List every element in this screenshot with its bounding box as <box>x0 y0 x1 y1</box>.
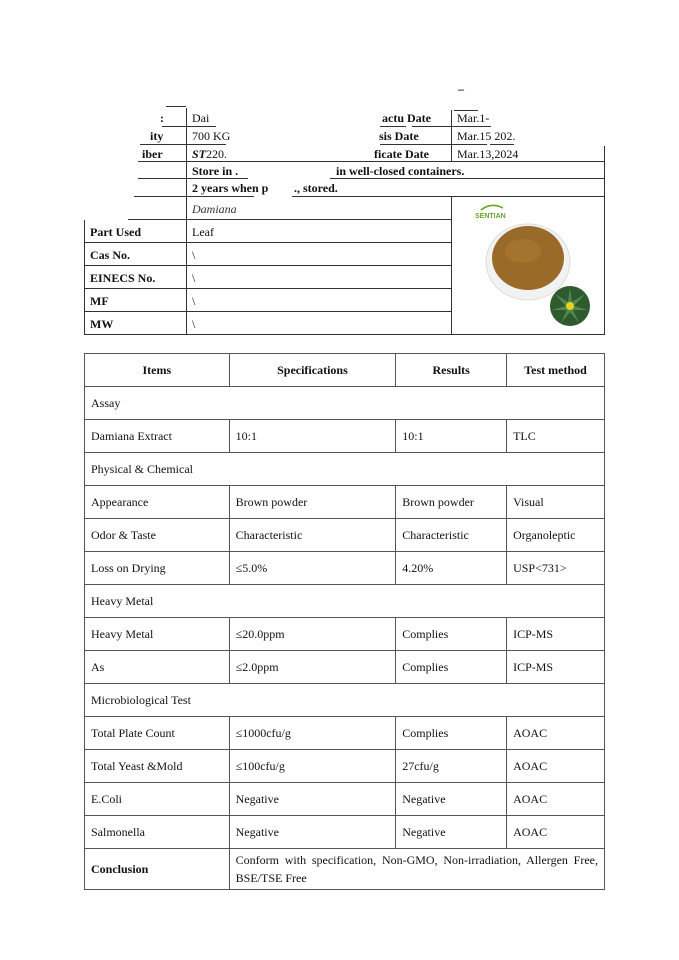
table-row <box>85 750 605 783</box>
row-divider <box>84 288 451 289</box>
cell-method: AOAC <box>507 717 605 750</box>
line-fragment <box>540 161 570 162</box>
cell-spec: ≤2.0ppm <box>229 651 396 684</box>
line-fragment <box>140 144 186 145</box>
date-divider <box>451 110 452 162</box>
section-title: Heavy Metal <box>85 585 605 618</box>
cell-item: Heavy Metal <box>85 618 230 651</box>
info-key-manufacture-date: actu Date <box>382 111 431 125</box>
row-divider <box>84 242 451 243</box>
info-value-mw: \ <box>192 317 196 331</box>
cell-method: Visual <box>507 486 605 519</box>
table-row <box>85 618 605 651</box>
test-results-table <box>84 353 605 890</box>
info-key-certificate-date: ficate Date <box>374 147 429 161</box>
line-fragment <box>186 144 226 145</box>
column-divider <box>186 108 187 196</box>
info-value-certificate-date: Mar.13,2024 <box>457 147 519 161</box>
line-fragment <box>138 178 248 179</box>
batch-suffix: 220. <box>206 147 228 161</box>
info-key-cas: Cas No. <box>90 248 131 262</box>
line-fragment <box>451 144 487 145</box>
cell-result: 4.20% <box>396 552 507 585</box>
section-title: Microbiological Test <box>85 684 605 717</box>
table-row <box>85 519 605 552</box>
cell-result: Negative <box>396 816 507 849</box>
cell-spec: ≤1000cfu/g <box>229 717 396 750</box>
table-row <box>85 783 605 816</box>
cell-method: ICP-MS <box>507 651 605 684</box>
cell-method: ICP-MS <box>507 618 605 651</box>
table-row <box>85 717 605 750</box>
cell-method: AOAC <box>507 816 605 849</box>
conclusion-label: Conclusion <box>85 849 230 890</box>
line-fragment <box>134 196 254 197</box>
cell-spec: 10:1 <box>229 420 396 453</box>
right-border <box>604 146 605 196</box>
cell-item: Total Yeast &Mold <box>85 750 230 783</box>
cell-result: Complies <box>396 717 507 750</box>
cell-method: AOAC <box>507 783 605 816</box>
cell-method: USP<731> <box>507 552 605 585</box>
cell-item: Damiana Extract <box>85 420 230 453</box>
cell-method: AOAC <box>507 750 605 783</box>
info-value-part-used: Leaf <box>192 225 214 239</box>
line-fragment <box>490 144 514 145</box>
cell-result: Brown powder <box>396 486 507 519</box>
info-key-product: : <box>160 111 164 125</box>
product-photo-svg <box>451 196 605 334</box>
shelf-life-value-left: 2 years when p <box>192 181 269 195</box>
cell-item: Odor & Taste <box>85 519 230 552</box>
row-divider <box>84 265 451 266</box>
conclusion-row <box>85 849 605 890</box>
info-key-mf: MF <box>90 294 109 308</box>
table-row <box>85 552 605 585</box>
flower-icon <box>566 302 574 310</box>
section-row <box>85 585 605 618</box>
header-fragment: – <box>458 82 464 96</box>
cell-item: E.Coli <box>85 783 230 816</box>
info-value-batch-number <box>192 147 227 161</box>
info-value-cas: \ <box>192 248 196 262</box>
line-fragment <box>166 106 186 107</box>
line-fragment <box>162 126 186 127</box>
powder-highlight <box>505 239 541 263</box>
header-test-method: Test method <box>507 354 605 387</box>
table-row <box>85 651 605 684</box>
table-row <box>85 420 605 453</box>
info-key-mw: MW <box>90 317 114 331</box>
info-value-quantity: 700 KG <box>192 129 231 143</box>
table-row <box>85 816 605 849</box>
row-divider <box>84 311 451 312</box>
conclusion-value: Conform with specification, Non-GMO, Non-irradiation, Allergen Free, BSE/TSE Free <box>229 849 604 890</box>
left-border <box>84 220 85 335</box>
brand-logo-text: SENTIAN <box>475 213 506 220</box>
row-divider <box>128 219 451 220</box>
line-fragment <box>380 144 451 145</box>
info-key-batch-number: iber <box>142 147 163 161</box>
cell-spec: Negative <box>229 783 396 816</box>
cell-method: TLC <box>507 420 605 453</box>
info-key-analysis-date: sis Date <box>379 129 419 143</box>
storage-value-left: Store in . <box>192 164 239 178</box>
info-key-einecs: EINECS No. <box>90 271 156 285</box>
line-fragment <box>412 126 451 127</box>
info-value-analysis-date: Mar.15 202. <box>457 129 516 143</box>
info-value-product: Dai <box>192 111 210 125</box>
shelf-life-value-right: ., stored. <box>294 181 338 195</box>
section-row <box>85 453 605 486</box>
cell-spec: ≤20.0ppm <box>229 618 396 651</box>
bottom-border <box>84 334 605 335</box>
cell-item: Total Plate Count <box>85 717 230 750</box>
cell-spec: Brown powder <box>229 486 396 519</box>
cell-result: Negative <box>396 783 507 816</box>
table-row <box>85 486 605 519</box>
info-value-manufacture-date: Mar.1- <box>457 111 490 125</box>
info-key-quantity: ity <box>150 129 164 143</box>
cell-result: Complies <box>396 618 507 651</box>
cell-method: Organoleptic <box>507 519 605 552</box>
cell-spec: ≤5.0% <box>229 552 396 585</box>
section-row <box>85 684 605 717</box>
header-items: Items <box>85 354 230 387</box>
info-key-part-used: Part Used <box>90 225 141 239</box>
cell-spec: ≤100cfu/g <box>229 750 396 783</box>
info-value-mf: \ <box>192 294 196 308</box>
header-results: Results <box>396 354 507 387</box>
line-fragment <box>451 126 491 127</box>
cell-item: Appearance <box>85 486 230 519</box>
line-fragment <box>380 126 406 127</box>
product-photo <box>451 196 605 334</box>
cell-item: As <box>85 651 230 684</box>
info-value-latin-name: Damiana <box>192 202 237 216</box>
brand-logo-arc-icon <box>481 205 503 210</box>
cell-result: 10:1 <box>396 420 507 453</box>
cell-spec: Characteristic <box>229 519 396 552</box>
cell-item: Salmonella <box>85 816 230 849</box>
cell-result: 27cfu/g <box>396 750 507 783</box>
section-title: Assay <box>85 387 605 420</box>
info-value-einecs: \ <box>192 271 196 285</box>
cell-result: Characteristic <box>396 519 507 552</box>
cell-item: Loss on Drying <box>85 552 230 585</box>
section-title: Physical & Chemical <box>85 453 605 486</box>
row-divider <box>330 178 605 179</box>
row-divider <box>138 161 605 162</box>
table-header-row <box>85 354 605 387</box>
cell-spec: Negative <box>229 816 396 849</box>
cell-result: Complies <box>396 651 507 684</box>
section-row <box>85 387 605 420</box>
storage-value-right: in well-closed containers. <box>336 164 465 178</box>
header-specifications: Specifications <box>229 354 396 387</box>
batch-prefix: ST <box>192 147 207 161</box>
line-fragment <box>186 126 216 127</box>
